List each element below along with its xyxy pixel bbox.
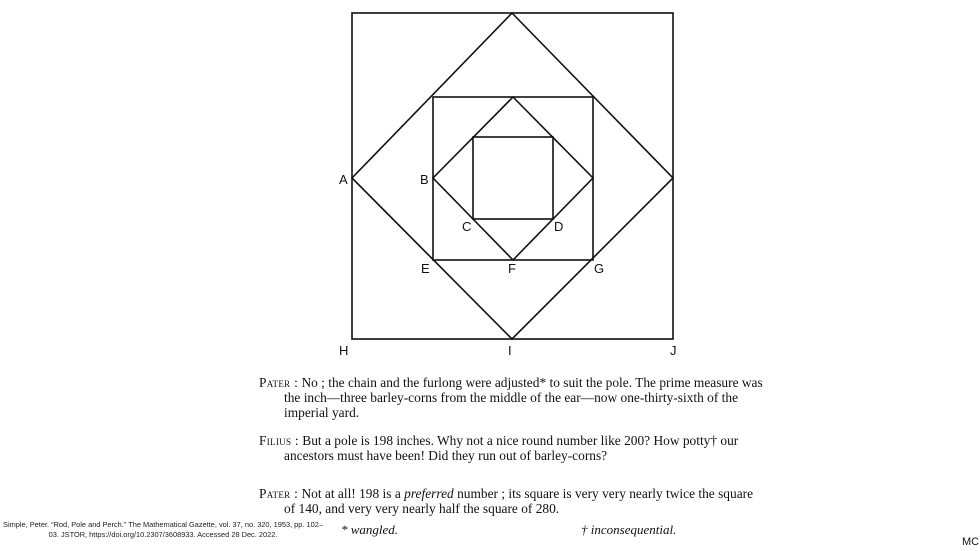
- label-c: C: [462, 219, 472, 234]
- speaker-label: Filius :: [259, 433, 299, 448]
- middle-diamond: [433, 97, 593, 260]
- outer-diamond: [352, 13, 673, 339]
- label-d: D: [554, 219, 564, 234]
- label-b: B: [420, 172, 429, 187]
- speaker-label: Pater :: [259, 375, 299, 390]
- inner-square: [473, 137, 553, 219]
- corner-initials: MC: [962, 536, 980, 548]
- outer-square: [352, 13, 673, 339]
- dialogue-text: Not at all! 198 is a: [298, 486, 405, 501]
- dialogue-text: No ; the chain and the furlong were adjusted* to suit the pole. The prime measure was the inch—three barley-corns from the middle of the ear—now one-thirty-sixth of the imperial yard.: [284, 375, 763, 420]
- emphasized-word: preferred: [404, 486, 454, 501]
- footnote-dagger: † inconsequential.: [581, 522, 677, 537]
- source-citation: Simple, Peter. “Rod, Pole and Perch.” The Mathematical Gazette, vol. 37, no. 320, 1953, pp. 102–03. JSTOR, https://doi.org/10.2307/3608933. Accessed 28 Dec. 2022.: [3, 520, 323, 539]
- label-a: A: [339, 172, 348, 187]
- label-i: I: [508, 343, 512, 358]
- speaker-label: Pater :: [259, 486, 299, 501]
- middle-square: [433, 97, 593, 260]
- dialogue-paragraph-3: [259, 486, 764, 516]
- label-h: H: [339, 343, 349, 358]
- label-f: F: [508, 261, 516, 276]
- dialogue-paragraph-2: [259, 433, 764, 463]
- dialogue-paragraph-1: [259, 375, 764, 420]
- footnote-star: * wangled.: [341, 522, 399, 537]
- label-j: J: [670, 343, 677, 358]
- label-g: G: [594, 261, 605, 276]
- label-e: E: [421, 261, 430, 276]
- dialogue-text-continued: number ; its square is very very nearly twice the square of 140, and very very nearly half the square of 280.: [284, 486, 754, 516]
- dialogue-text: But a pole is 198 inches. Why not a nice round number like 200? How potty† our ancestors must have been! Did they run out of barley-corns?: [284, 433, 739, 463]
